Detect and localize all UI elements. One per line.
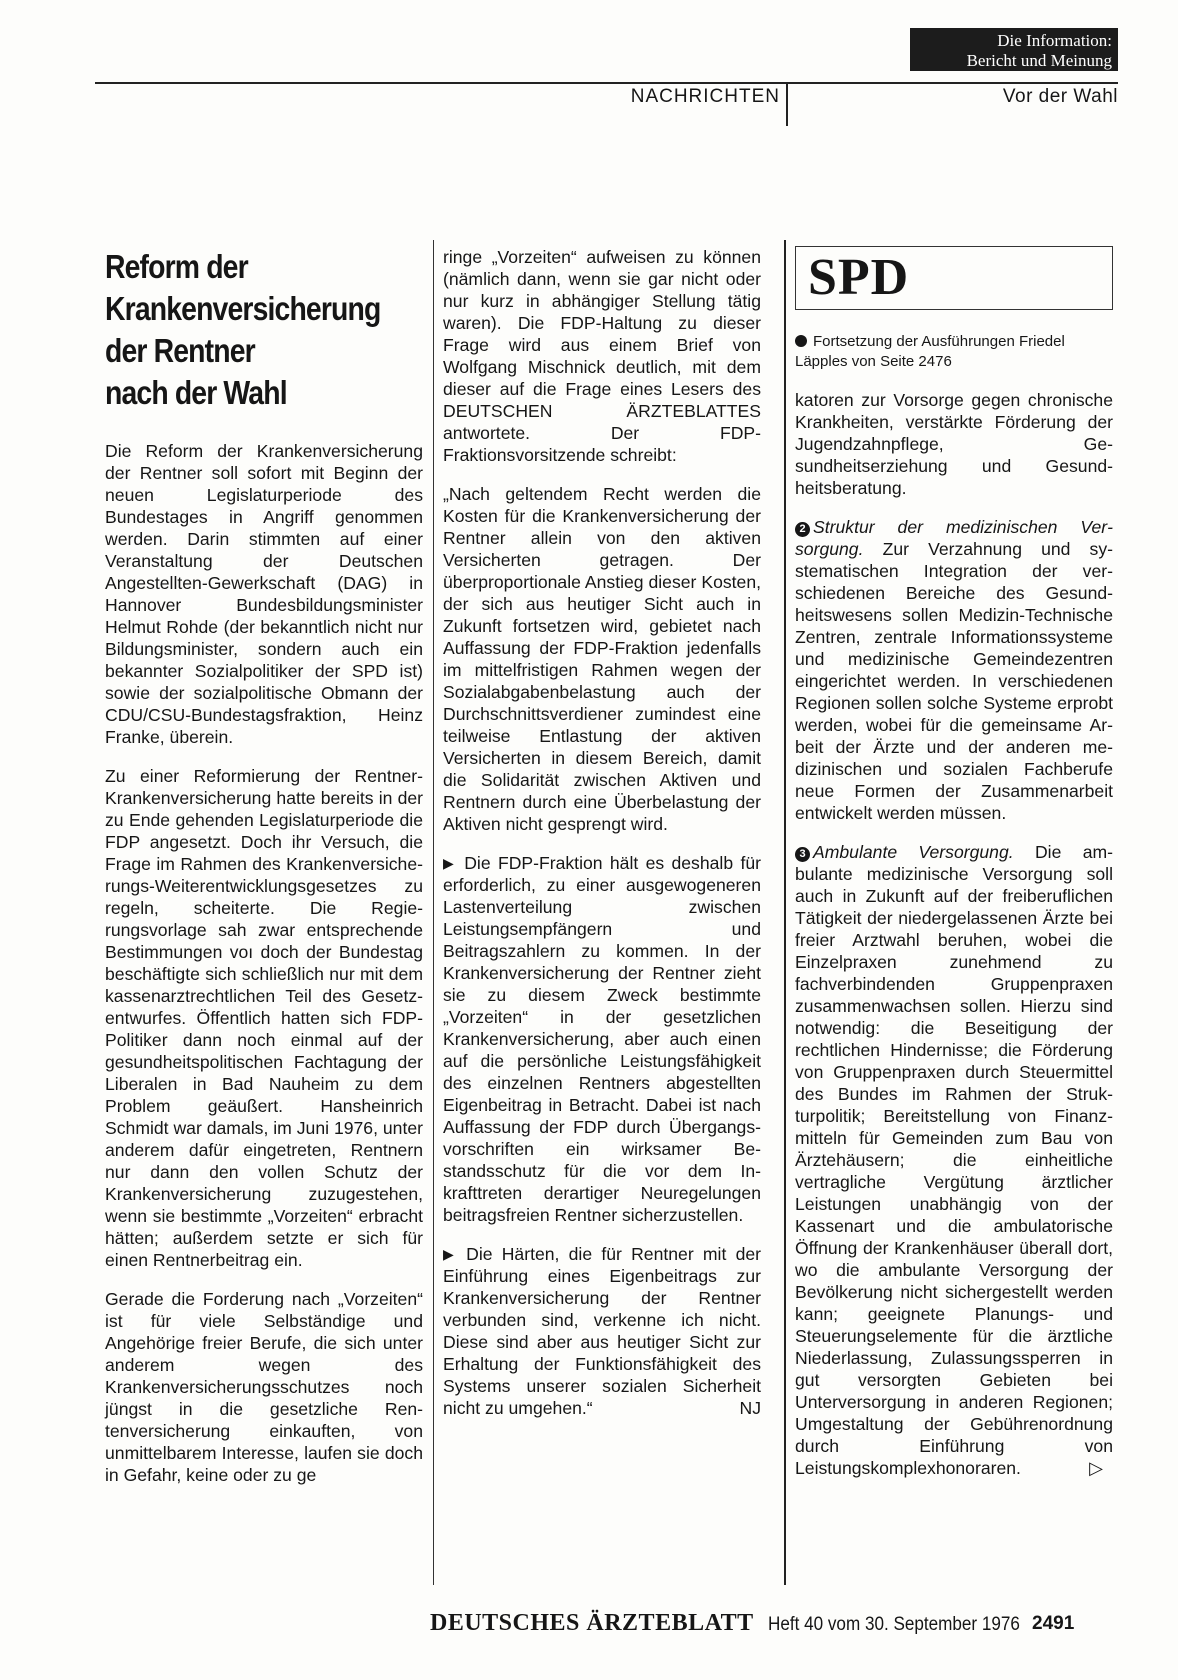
section-label: NACHRICHTEN: [630, 86, 780, 107]
header-rule: [95, 82, 1118, 84]
paragraph: Zu einer Reformierung der Rentner-Krankenversicherung hatte bereits in der zu Ende gehenden Legislaturperiode die FDP angesetzt. Doch ihr Versuch, die Frage im Rahmen des Krankenversicherungs-Weiterentwicklungsgesetzes zu regeln, scheiterte. Die Regierungsvorlage sah zwar entsprechende Bestimmungen voı doch der Bundestag beschäftigte sich schließlich nur mit dem kassenarztrechtlichen Teil des Gesetzentwurfes. Öffentlich hatten sich FDP-Politiker dann noch einmal auf der gesundheitspolitischen Fachtagung der Liberalen in Bad Nauheim zu dem Problem geäußert. Hansheinrich Schmidt war damals, im Juni 1976, unter anderem dafür eingetreten, Rentnern nur dann den vollen Schutz der Krankenversicherung zuzugestehen, wenn sie bestimmte „Vorzeiten“ erbracht hätten; außerdem setzte er sich für einen Rentnerbeitrag ein.: [105, 766, 423, 1270]
triangle-bullet-icon: ▶: [443, 855, 457, 871]
article-headline: Reform der Krankenversicherung der Rentner nach der Wahl: [105, 248, 381, 411]
badge-line-2: Bericht und Meinung: [966, 51, 1112, 70]
quote-paragraph: ▶ Die FDP-Fraktion hält es deshalb für erforderlich, zu einer ausgewogeneren Lastenverteilung zwischen Leistungsempfängern und Beitragszahlern zu kommen. In der Krankenversicherung der Rentner zieht sie zu diesem Zweck bestimmte „Vorzeiten“ in der gesetzlichen Krankenversicherung, aber auch einen auf die persönliche Leistungsfähigkeit des einzelnen Rentners abgestellten Eigenbeitrag in Betracht. Dabei ist nach Auffassung der FDP durch Übergangsvorschriften ein wirksamer Bestandsschutz für die vor dem Inkrafttreten derartiger Neuregelungen beitragsfreien Rentner sicherzustellen.: [443, 853, 761, 1225]
section-badge: [910, 28, 1118, 71]
badge-line-1: Die Information:: [997, 31, 1112, 50]
numbered-item-2: 2 Struktur der medizinischen Versorgung. Zur Verzahnung und systematischen Integration der verschiedenen Bereiche des Gesundheitswesens sollen Medizin-Technische Zentren, zentrale Informationssysteme und medizinische Gemeindezentren eingerichtet werden. In verschiedenen Regionen sollen solche Systeme erprobt werden, wobei für die gemeinsame Arbeit der Ärzte und der anderen medizinischen und sozialen Fachberufe neue Formen der Zusammenarbeit entwickelt werden müssen.: [795, 517, 1113, 823]
article-column-1: [105, 246, 423, 1503]
numbered-item-3: 3 Ambulante Versorgung. Die ambulante medizinische Versorgung soll auch in Zukunft auf der freiberuflichen Tätigkeit der niedergelassenen Ärzte bei freier Arztwahl beruhen, wobei die Einzelpraxen zunehmend zu fachverbindenden Gruppenpraxen zusammenwachsen sollen. Hierzu sind notwendig: die Beseitigung der rechtlichen Hindernisse; die Förderung von Gruppenpraxen durch Steuermittel des Bundes im Rahmen der Strukturpolitik; Bereitstellung von Finanzmitteln für Gemeinden zum Bau von Ärztehäusern; die einheitliche vertragliche Vergütung ärztlicher Leistungen unabhängig von der Kassenart und die ambulatorische Öffnung der Krankenhäuser überall dort, wo die ambulante Versorgung der Bevölkerung nicht sichergestellt werden kann; geeignete Planungs- und Steuerungselemente für die ärztliche Niederlassung, Zulassungssperren in gut versorgten Gebieten bei Unterversorgung in anderen Regionen; Umgestaltung der Gebührenordnung durch Einführung von Leistungskomplexhonoraren. ▷: [795, 842, 1113, 1478]
page-number: 2491: [1032, 1613, 1075, 1634]
number-circle-icon: 3: [795, 847, 810, 862]
party-logo: SPD: [808, 249, 910, 306]
paragraph: katoren zur Vorsorge gegen chronische Krankheiten, verstärkte Förderung der Jugendzahnpflege, Gesundheitserziehung und Gesundheitsberatung.: [795, 390, 1113, 498]
quote-paragraph: ▶ Die Härten, die für Rentner mit der Einführung eines Eigenbeitrags zur Krankenversicherung der Rentner verbunden sind, verkenne ich nicht. Diese sind aber aus heutiger Sicht zur Erhaltung der Funktionsfähigkeit des Systems unserer sozialen Sicherheit nicht zu umgehen.“ NJ: [443, 1244, 761, 1418]
continue-arrow-icon: ▷: [1089, 1458, 1103, 1478]
number-circle-icon: 2: [795, 522, 810, 537]
paragraph: ringe „Vorzeiten“ aufweisen zu können (nämlich dann, wenn sie gar nicht oder nur kurz in abhängiger Stellung tätig waren). Die FDP-Haltung zu dieser Frage wird aus einem Brief von Wolfgang Mischnick deutlich, mit dem dieser auf die Frage eines Lesers des DEUTSCHEN ÄRZTEBLATTES antwortete. Der FDP-Fraktionsvorsitzende schreibt:: [443, 247, 761, 465]
bullet-icon: [795, 335, 807, 347]
page-footer: [430, 1610, 1120, 1637]
sidebar-column: [795, 246, 1113, 1496]
article-column-2: [443, 246, 761, 1436]
party-logo-box: [795, 246, 1113, 310]
author-initials: NJ: [739, 1398, 761, 1418]
paragraph: Die Reform der Krankenversicherung der Rentner soll sofort mit Beginn der neuen Legislaturperiode des Bundestages in Angriff genommen werden. Darin stimmten auf einer Veranstaltung der Deutschen Angestellten-Gewerkschaft (DAG) in Hannover Bundesbildungsminister Helmut Rohde (der bekanntlich nicht nur Bildungsminister, sondern auch ein bekannter Sozialpolitiker der SPD ist) sowie der sozialpolitische Obmann der CDU/CSU-Bundestagsfraktion, Heinz Franke, überein.: [105, 441, 423, 747]
continuation-note: Fortsetzung der Ausführungen Friedel Läpples von Seite 2476: [795, 333, 1065, 370]
triangle-bullet-icon: ▶: [443, 1246, 459, 1262]
paragraph: Gerade die Forderung nach „Vorzeiten“ ist für viele Selbständige und Angehörige freier Berufe, die sich unter anderem wegen des Krankenversicherungsschutzes noch jüngst in die gesetzliche Rentenversicherung einkauften, von unmittelbarem Interesse, laufen sie doch in Gefahr, keine oder zu ge: [105, 1289, 423, 1485]
quote-paragraph: „Nach geltendem Recht werden die Kosten für die Krankenversicherung der Rentner allein von den aktiven Versicherten getragen. Der überproportionale Anstieg dieser Kosten, der sich aus heutiger Sicht auch in Zukunft fortsetzen wird, gebietet nach Auffassung der FDP-Fraktion jedenfalls im mittelfristigen Rahmen wegen der Sozialabgabenbelastung auch der Durchschnittsverdiener zumindest eine teilweise Entlastung der aktiven Versicherten in diesem Bereich, damit die Solidarität zwischen Aktiven und Rentnern durch eine Überbelastung der Aktiven nicht gesprengt wird.: [443, 484, 761, 834]
subsection-label: Vor der Wahl: [1002, 86, 1118, 107]
issue-info: Heft 40 vom 30. September 1976: [768, 1614, 1021, 1635]
column-divider: [433, 240, 434, 1585]
sidebar-divider: [784, 240, 786, 1585]
header-divider: [786, 82, 788, 126]
magazine-name: DEUTSCHES ÄRZTEBLATT: [430, 1610, 754, 1636]
